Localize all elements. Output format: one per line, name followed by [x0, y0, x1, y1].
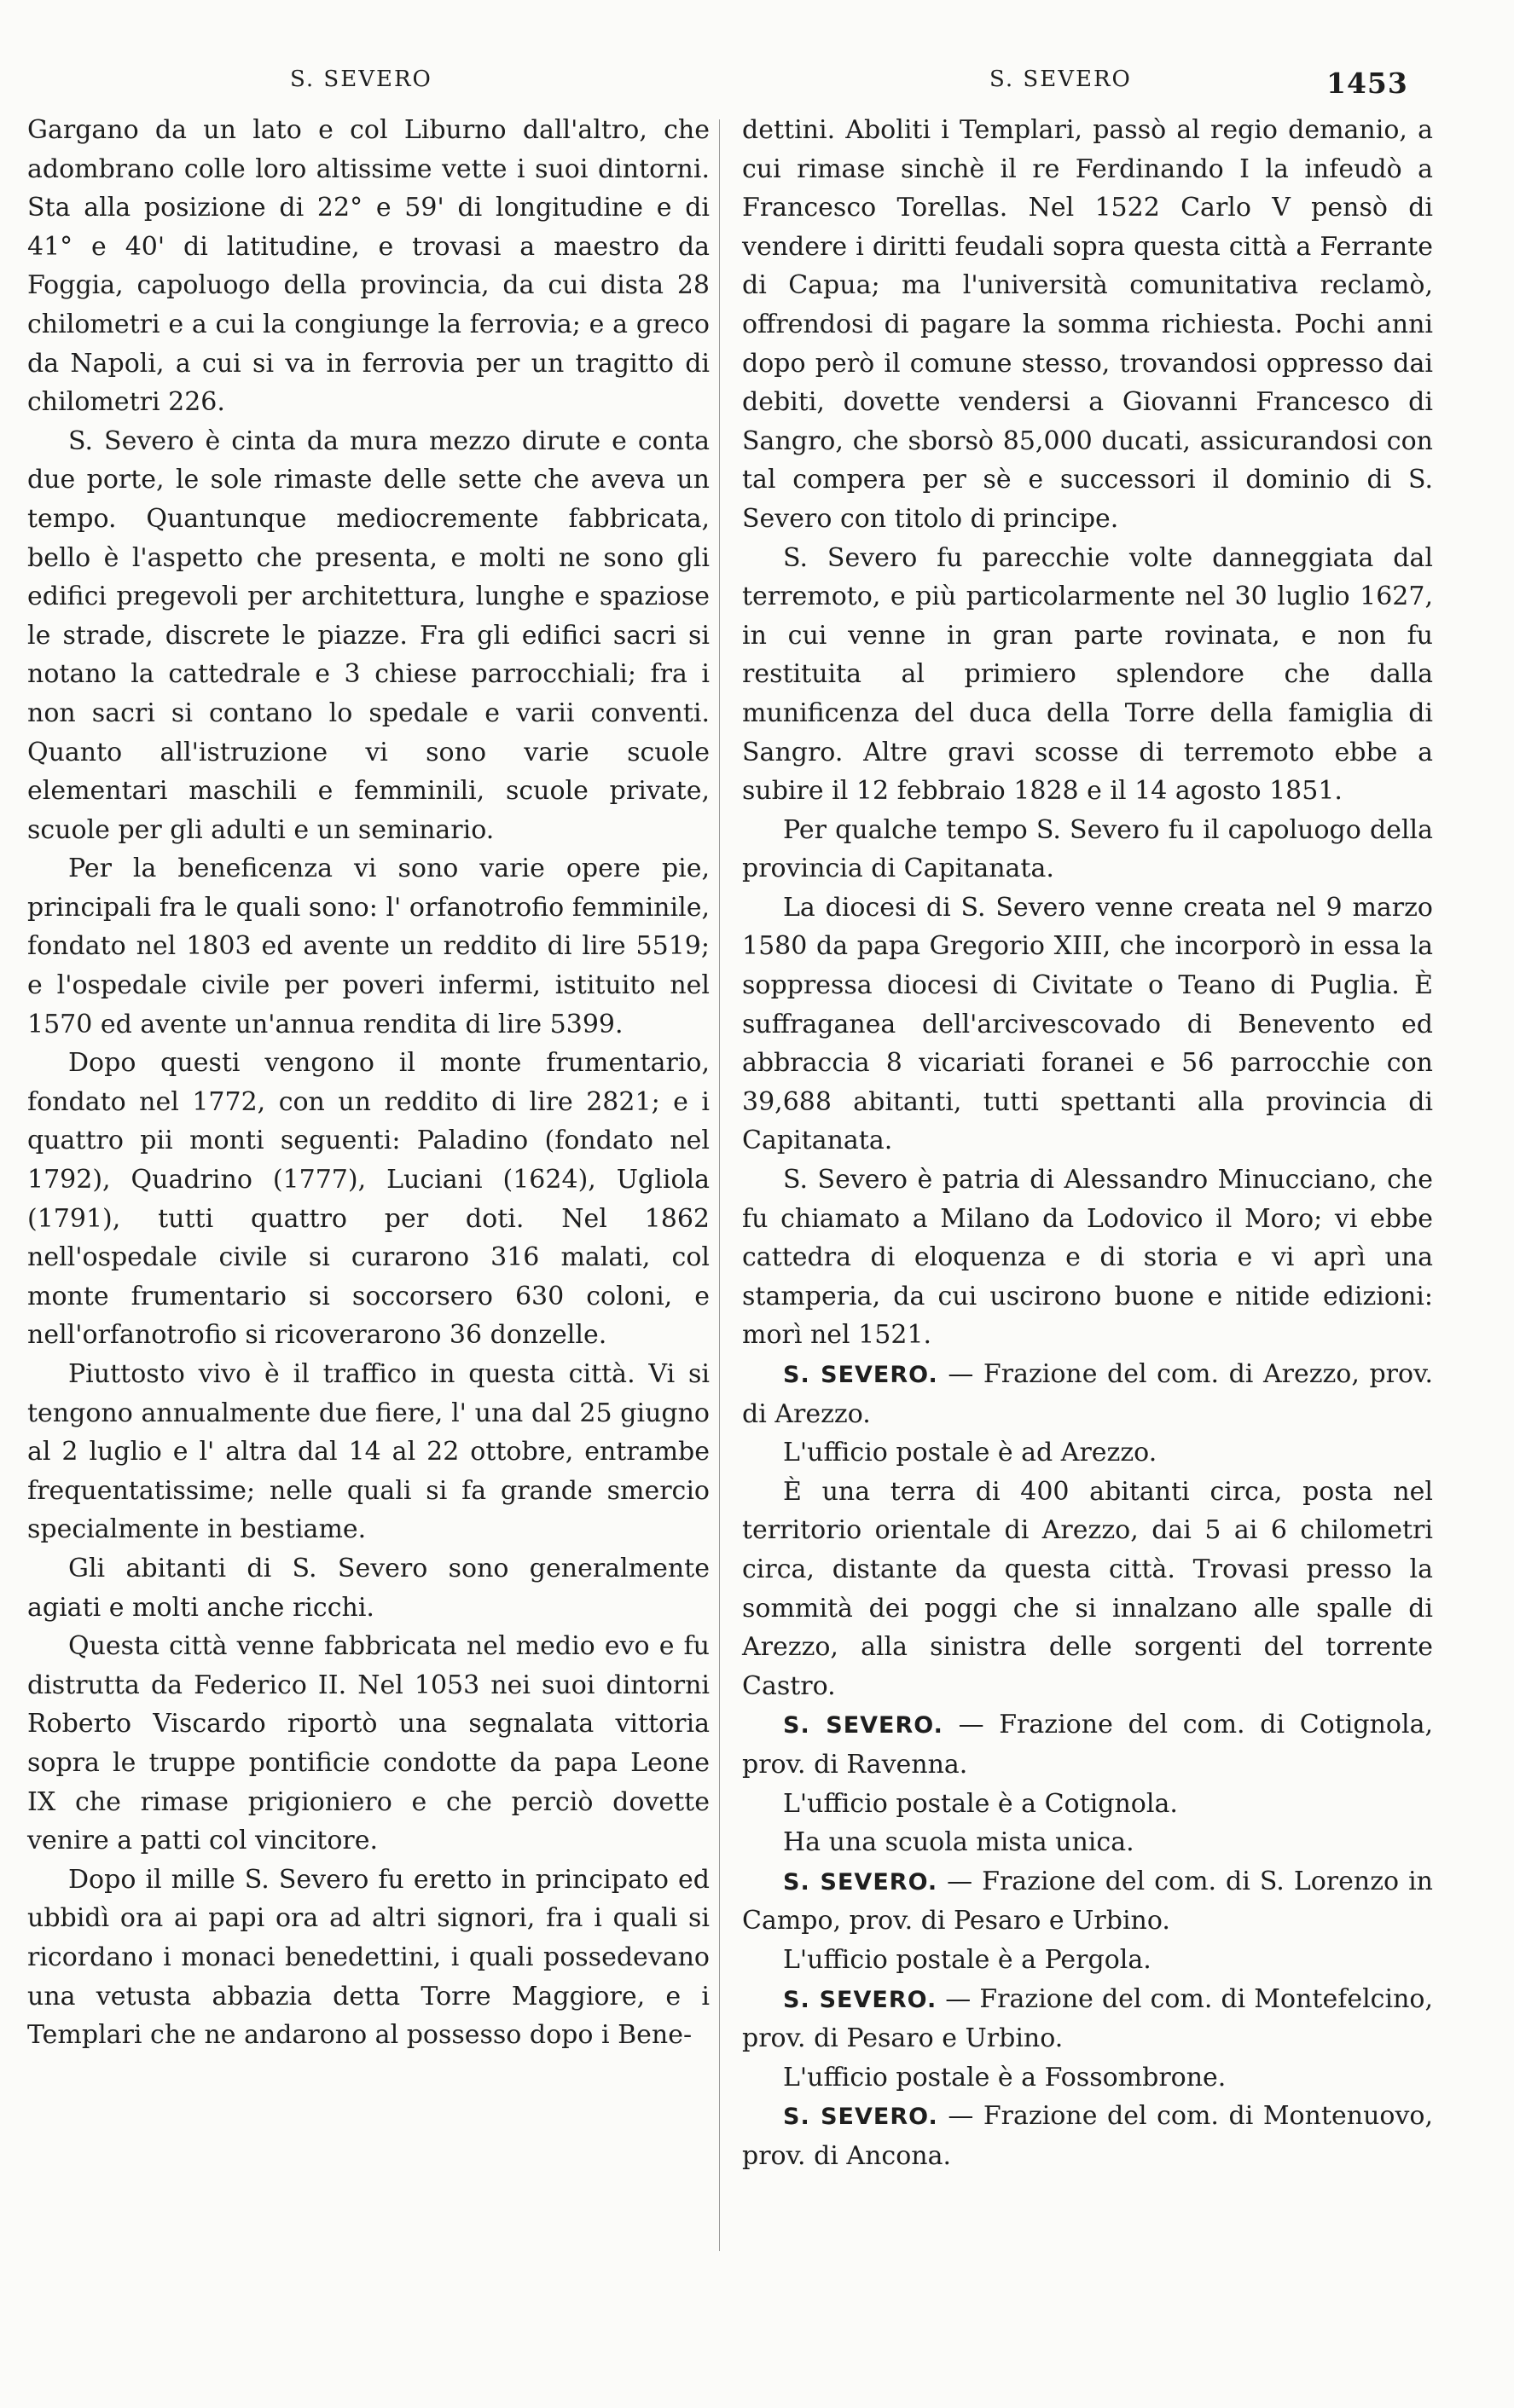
- left-column: [27, 111, 710, 2055]
- page-number: 1453: [1326, 67, 1408, 100]
- paragraph-text: Dopo il mille S. Severo fu eretto in principato ed ubbidì ora ai papi ora ad altri signori, fra i quali si ricordano i monaci benedettini, i quali possedevano una vetusta abbazia detta Torre Maggiore, e i Templari che ne andarono al possesso dopo i Bene-: [27, 1864, 710, 2051]
- paragraph-text: L'ufficio postale è a Cotignola.: [783, 1788, 1178, 1819]
- paragraph: [27, 1044, 710, 1355]
- paragraph: [742, 1473, 1433, 1706]
- paragraph-text: dettini. Aboliti i Templari, passò al regio demanio, a cui rimase sinchè il re Ferdinando I la infeudò a Francesco Torellas. Nel 1522 Carlo V pensò di vendere i diritti feudali sopra questa città a Ferrante di Capua; ma l'università comunitativa reclamò, offrendosi di pagare la somma richiesta. Pochi anni dopo però il comune stesso, trovandosi oppresso dai debiti, dovette vendersi a Giovanni Francesco di Sangro, che sborsò 85,000 ducati, assicurandosi con tal compera per sè e successori il dominio di S. Severo con titolo di principe.: [742, 115, 1433, 534]
- paragraph: [742, 811, 1433, 889]
- entry-heading: S. SEVERO.: [783, 2104, 938, 2131]
- paragraph: [742, 2058, 1433, 2098]
- paragraph-text: Per la beneficenza vi sono varie opere pie, principali fra le quali sono: l' orfanotrofio femminile, fondato nel 1803 ed avente un reddito di lire 5519; e l'ospedale civile per poveri infermi, istituito nel 1570 ed avente un'annua rendita di lire 5399.: [27, 854, 710, 1039]
- running-head-right: S. SEVERO: [989, 67, 1132, 92]
- paragraph-text: Gargano da un lato e col Liburno dall'altro, che adombrano colle loro altissime vette i suoi dintorni. Sta alla posizione di 22° e 59' di longitudine e di 41° e 40' di latitudine, e trovasi a maestro da Foggia, capoluogo della provincia, da cui dista 28 chilometri e a cui la congiunge la ferrovia; e a greco da Napoli, a cui si va in ferrovia per un tragitto di chilometri 226.: [27, 115, 710, 418]
- paragraph-text: — Frazione del com. di Montefelcino, prov. di Pesaro e Urbino.: [742, 1983, 1433, 2054]
- gazetteer-entry: [742, 1862, 1433, 1941]
- paragraph-text: Ha una scuola mista unica.: [783, 1827, 1134, 1858]
- paragraph: [742, 1785, 1433, 1824]
- paragraph-text: Per qualche tempo S. Severo fu il capoluogo della provincia di Capitanata.: [742, 814, 1433, 884]
- paragraph-text: — Frazione del com. di Arezzo, prov. di Arezzo.: [742, 1359, 1434, 1429]
- paragraph-text: Gli abitanti di S. Severo sono generalmente agiati e molti anche ricchi.: [27, 1553, 710, 1623]
- paragraph: [742, 111, 1433, 539]
- column-divider: [719, 119, 720, 2251]
- paragraph: [742, 889, 1433, 1161]
- paragraph-text: Piuttosto vivo è il traffico in questa città. Vi si tengono annualmente due fiere, l' una dal 25 giugno al 2 luglio e l' altra dal 14 al 22 ottobre, entrambe frequentatissime; nelle quali si fa grande smercio specialmente in bestiame.: [27, 1359, 710, 1545]
- paragraph-text: — Frazione del com. di S. Lorenzo in Campo, prov. di Pesaro e Urbino.: [742, 1866, 1433, 1936]
- entry-heading: S. SEVERO.: [783, 1712, 943, 1739]
- paragraph: [742, 1941, 1433, 1980]
- paragraph-text: Dopo questi vengono il monte frumentario, fondato nel 1772, con un reddito di lire 2821; e i quattro pii monti seguenti: Paladino (fondato nel 1792), Quadrino (1777), Luciani (1624), Ugliola (1791), tutti quattro per doti. Nel 1862 nell'ospedale civile si curarono 316 malati, col monte frumentario si soccorsero 630 coloni, e nell'orfanotrofio si ricoverarono 36 donzelle.: [27, 1048, 710, 1351]
- paragraph: [27, 1549, 710, 1627]
- gazetteer-entry: [742, 1980, 1433, 2058]
- paragraph-text: L'ufficio postale è ad Arezzo.: [783, 1438, 1157, 1468]
- gazetteer-entry: [742, 2097, 1433, 2175]
- paragraph-text: S. Severo è cinta da mura mezzo dirute e conta due porte, le sole rimaste delle sette che aveva un tempo. Quantunque mediocremente fabbricata, bello è l'aspetto che presenta, e molti ne sono gli edifici pregevoli per architettura, lunghe e spaziose le strade, discrete le piazze. Fra gli edifici sacri si notano la cattedrale e 3 chiese parrocchiali; fra i non sacri si contano lo spedale e varii conventi. Quanto all'istruzione vi sono varie scuole elementari maschili e femminili, scuole private, scuole per gli adulti e un seminario.: [27, 425, 710, 845]
- paragraph: [742, 1161, 1433, 1355]
- entry-heading: S. SEVERO.: [783, 1986, 937, 2013]
- paragraph: [742, 1433, 1433, 1473]
- paragraph-text: La diocesi di S. Severo venne creata nel 9 marzo 1580 da papa Gregorio XIII, che incorporò in essa la soppressa diocesi di Civitate o Teano di Puglia. È suffraganea dell'arcivescovado di Benevento ed abbraccia 8 vicariati foranei e 56 parrocchie con 39,688 abitanti, tutti spettanti alla provincia di Capitanata.: [742, 892, 1433, 1156]
- paragraph: [27, 111, 710, 422]
- paragraph: [27, 1627, 710, 1861]
- paragraph-text: — Frazione del com. di Montenuovo, prov. di Ancona.: [742, 2101, 1434, 2171]
- paragraph: [27, 1355, 710, 1549]
- paragraph: [27, 422, 710, 850]
- paragraph-text: S. Severo fu parecchie volte danneggiata dal terremoto, e più particolarmente nel 30 luglio 1627, in cui venne in gran parte rovinata, e non fu restituita al primiero splendore che dalla munificenza del duca della Torre della famiglia di Sangro. Altre gravi scosse di terremoto ebbe a subire il 12 febbraio 1828 e il 14 agosto 1851.: [742, 542, 1433, 807]
- paragraph: [742, 1823, 1433, 1862]
- running-head-left: S. SEVERO: [290, 67, 432, 92]
- right-column: [742, 111, 1433, 2175]
- entry-heading: S. SEVERO.: [783, 1868, 938, 1896]
- paragraph: [27, 849, 710, 1044]
- paragraph-text: S. Severo è patria di Alessandro Minucciano, che fu chiamato a Milano da Lodovico il Moro; vi ebbe cattedra di eloquenza e di storia e vi aprì una stamperia, da cui uscirono buone e nitide edizioni: morì nel 1521.: [742, 1165, 1433, 1351]
- paragraph-text: È una terra di 400 abitanti circa, posta nel territorio orientale di Arezzo, dai 5 ai 6 chilometri circa, distante da questa città. Trovasi presso la sommità dei poggi che si innalzano alle spalle di Arezzo, alla sinistra delle sorgenti del torrente Castro.: [742, 1476, 1433, 1701]
- paragraph: [27, 1861, 710, 2055]
- paragraph: [742, 539, 1433, 811]
- gazetteer-entry: [742, 1705, 1433, 1784]
- paragraph-text: L'ufficio postale è a Fossombrone.: [783, 2062, 1227, 2093]
- gazetteer-entry: [742, 1355, 1433, 1433]
- entry-heading: S. SEVERO.: [783, 1362, 938, 1388]
- paragraph-text: Questa città venne fabbricata nel medio evo e fu distrutta da Federico II. Nel 1053 nei suoi dintorni Roberto Viscardo riportò una segnalata vittoria sopra le truppe pontificie condotte da papa Leone IX che rimase prigioniero e che perciò dovette venire a patti col vincitore.: [27, 1631, 710, 1856]
- paragraph-text: — Frazione del com. di Cotignola, prov. di Ravenna.: [742, 1710, 1433, 1780]
- paragraph-text: L'ufficio postale è a Pergola.: [783, 1944, 1151, 1975]
